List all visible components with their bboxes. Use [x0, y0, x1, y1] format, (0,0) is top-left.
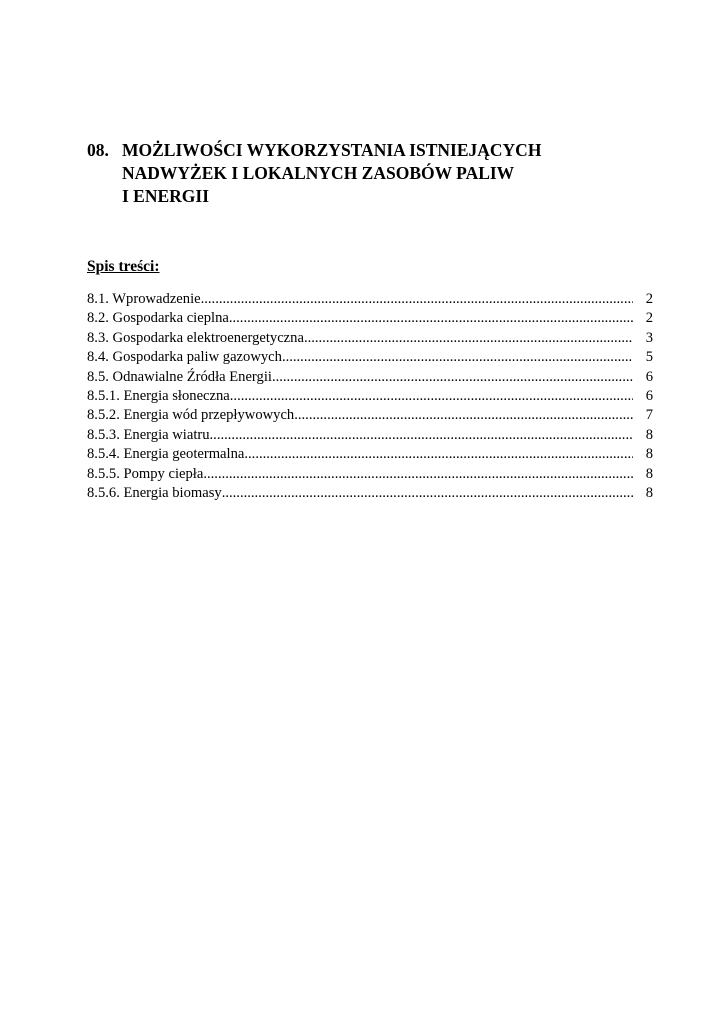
toc-entry[interactable]	[87, 445, 653, 464]
toc-entry-page-number: 2	[645, 310, 653, 327]
toc-entry[interactable]	[87, 426, 653, 445]
toc-entry[interactable]	[87, 290, 653, 309]
toc-entry[interactable]	[87, 368, 653, 387]
toc-entry[interactable]	[87, 309, 653, 328]
toc-entry-page-number: 5	[645, 349, 653, 366]
toc-entry[interactable]	[87, 465, 653, 484]
toc-entry-page-number: 8	[645, 484, 653, 501]
toc-dot-leader	[272, 368, 633, 387]
chapter-heading	[87, 139, 647, 208]
toc-entry-label: 8.5.6. Energia biomasy	[87, 484, 222, 501]
toc-entry-label: 8.4. Gospodarka paliw gazowych	[87, 349, 282, 366]
toc-entry-label: 8.5. Odnawialne Źródła Energii	[87, 368, 272, 385]
toc-entry-page-number: 6	[645, 368, 653, 385]
toc-entry-page-number: 7	[645, 407, 653, 424]
toc-entry-label: 8.5.1. Energia słoneczna	[87, 387, 230, 404]
toc-entry-page-number: 2	[645, 291, 653, 307]
toc-entry-page-number: 8	[645, 446, 653, 463]
toc-entry-label: 8.5.4. Energia geotermalna	[87, 446, 245, 463]
toc-dot-leader	[203, 465, 633, 484]
chapter-title-line-1: MOŻLIWOŚCI WYKORZYSTANIA ISTNIEJĄCYCH	[122, 140, 542, 160]
toc-entry-label: 8.2. Gospodarka cieplna	[87, 310, 229, 327]
toc-entry-label: 8.5.3. Energia wiatru	[87, 426, 210, 443]
chapter-title-line-3: I ENERGII	[122, 186, 210, 206]
chapter-number: 08.	[87, 140, 109, 160]
toc-dot-leader	[282, 348, 633, 367]
table-of-contents	[87, 290, 653, 503]
toc-entry-label: 8.3. Gospodarka elektroenergetyczna	[87, 329, 304, 346]
toc-entry[interactable]	[87, 387, 653, 406]
toc-entry-label: 8.5.2. Energia wód przepływowych	[87, 407, 295, 424]
toc-entry[interactable]	[87, 329, 653, 348]
toc-entry-page-number: 6	[645, 387, 653, 404]
toc-dot-leader	[230, 387, 633, 406]
toc-entry[interactable]	[87, 484, 653, 503]
toc-dot-leader	[222, 484, 633, 503]
toc-title: Spis treści:	[87, 258, 160, 275]
toc-entry-label: 8.5.5. Pompy ciepła	[87, 465, 204, 482]
toc-entry[interactable]	[87, 406, 653, 425]
toc-entry-label: 8.1. Wprowadzenie	[87, 291, 201, 307]
toc-dot-leader	[229, 309, 633, 328]
chapter-heading-line-1	[87, 139, 647, 162]
toc-dot-leader	[294, 406, 633, 425]
toc-dot-leader	[210, 426, 633, 445]
toc-entry-page-number: 3	[645, 329, 653, 346]
toc-dot-leader	[244, 445, 633, 464]
toc-entry-page-number: 8	[645, 426, 653, 443]
chapter-title-line-2: NADWYŻEK I LOKALNYCH ZASOBÓW PALIW	[122, 163, 515, 183]
toc-dot-leader	[201, 290, 633, 309]
toc-entry-page-number: 8	[645, 465, 653, 482]
toc-dot-leader	[304, 329, 633, 348]
toc-entry[interactable]	[87, 348, 653, 367]
